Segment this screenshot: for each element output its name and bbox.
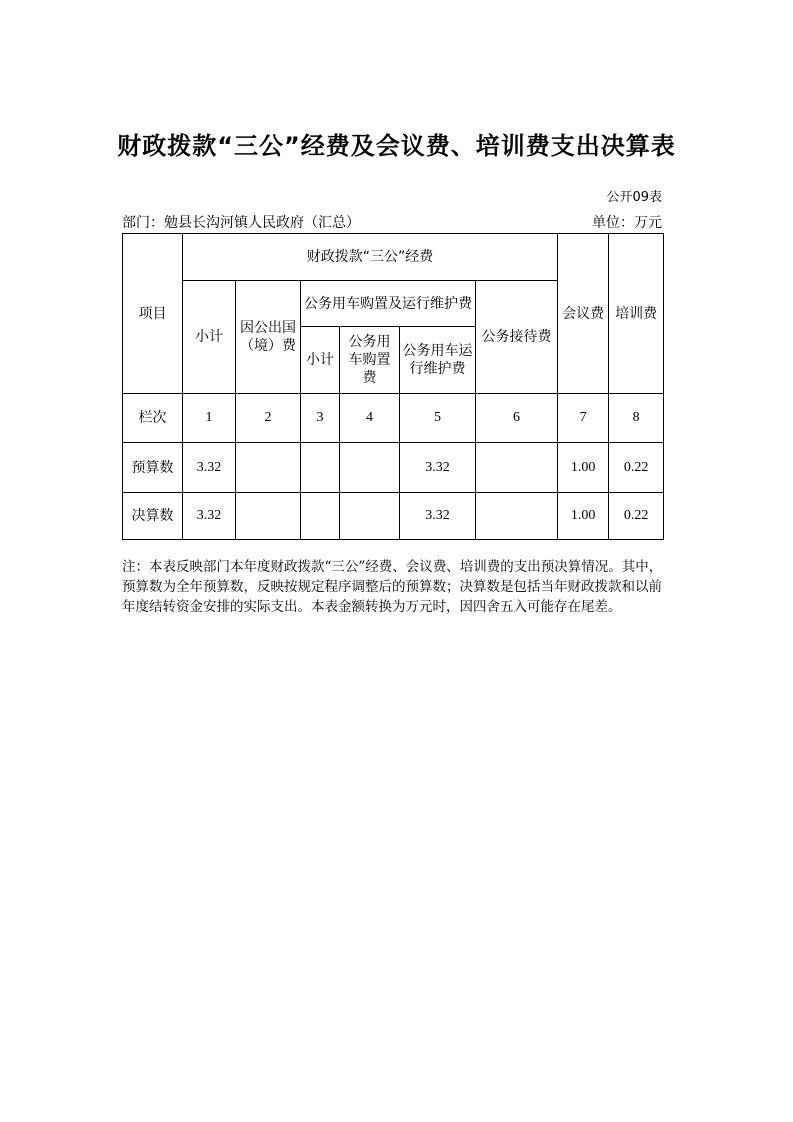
row-label: 决算数 xyxy=(123,493,183,540)
expenditure-table xyxy=(122,233,664,540)
row-label: 预算数 xyxy=(123,443,183,493)
cell-subtotal: 3.32 xyxy=(183,493,236,540)
header-meeting: 会议费 xyxy=(558,234,609,394)
cell-abroad xyxy=(236,493,301,540)
header-vehicle-group: 公务用车购置及运行维护费 xyxy=(301,281,476,327)
cell-reception xyxy=(476,493,558,540)
table-row-actual xyxy=(123,493,664,540)
header-three-public: 财政拨款“三公”经费 xyxy=(183,234,558,281)
department-label: 部门：勉县长沟河镇人民政府（汇总） xyxy=(122,215,360,231)
cell-vehicle-subtotal xyxy=(301,493,340,540)
page-title: 财政拨款“三公”经费及会议费、培训费支出决算表 xyxy=(117,132,676,160)
cell-vehicle-purchase xyxy=(340,443,400,493)
cell-meeting: 1.00 xyxy=(558,493,609,540)
header-vehicle-subtotal: 小计 xyxy=(301,327,340,394)
cell-training: 0.22 xyxy=(609,443,664,493)
cell-training: 0.22 xyxy=(609,493,664,540)
column-number-row xyxy=(123,394,664,443)
cell-vehicle-operation: 3.32 xyxy=(400,443,476,493)
form-number: 公开09表 xyxy=(606,190,662,205)
header-training: 培训费 xyxy=(609,234,664,394)
cell-vehicle-operation: 3.32 xyxy=(400,493,476,540)
cell-vehicle-purchase xyxy=(340,493,400,540)
column-number: 3 xyxy=(301,394,340,443)
table-note: 注：本表反映部门本年度财政拨款“三公”经费、会议费、培训费的支出预决算情况。其中，预算数为全年预算数，反映按规定程序调整后的预算数；决算数是包括当年财政拨款和以前年度结转资金安排的实际支出。本表金额转换为万元时，因四舍五入可能存在尾差。 xyxy=(122,559,663,615)
column-number: 5 xyxy=(400,394,476,443)
cell-subtotal: 3.32 xyxy=(183,443,236,493)
unit-label: 单位：万元 xyxy=(592,215,662,231)
cell-meeting: 1.00 xyxy=(558,443,609,493)
header-abroad: 因公出国（境）费 xyxy=(236,281,301,394)
cell-reception xyxy=(476,443,558,493)
cell-vehicle-subtotal xyxy=(301,443,340,493)
column-number: 7 xyxy=(558,394,609,443)
header-reception: 公务接待费 xyxy=(476,281,558,394)
column-number: 8 xyxy=(609,394,664,443)
column-number: 4 xyxy=(340,394,400,443)
column-number: 1 xyxy=(183,394,236,443)
header-vehicle-operation: 公务用车运行维护费 xyxy=(400,327,476,394)
header-vehicle-purchase: 公务用车购置费 xyxy=(340,327,400,394)
cell-abroad xyxy=(236,443,301,493)
table-row-budget xyxy=(123,443,664,493)
column-number: 2 xyxy=(236,394,301,443)
column-number: 6 xyxy=(476,394,558,443)
column-number-label: 栏次 xyxy=(123,394,183,443)
header-item: 项目 xyxy=(123,234,183,394)
header-subtotal: 小计 xyxy=(183,281,236,394)
